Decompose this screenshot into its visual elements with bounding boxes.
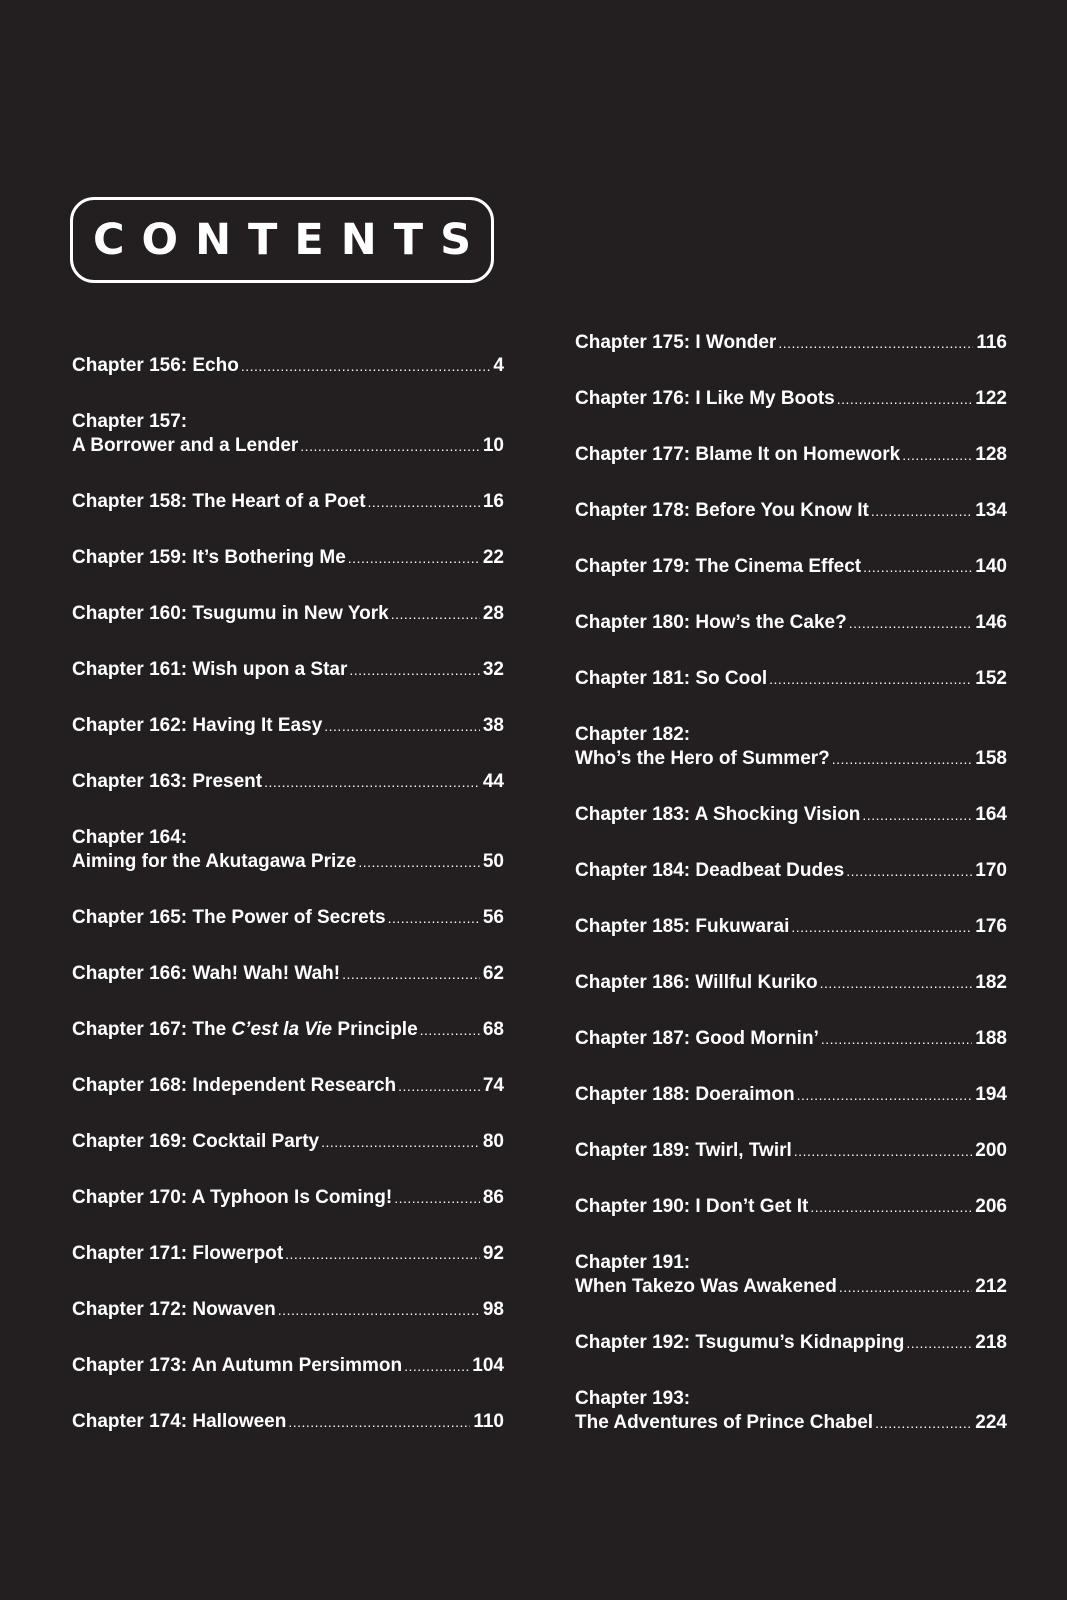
chapter-title: Aiming for the Akutagawa Prize: [72, 851, 357, 872]
page-number: 16: [482, 491, 504, 512]
chapter-number: Chapter 193:: [575, 1388, 691, 1409]
dot-leader: [862, 803, 972, 827]
chapter-title: Chapter 192: Tsugumu’s Kidnapping: [575, 1332, 905, 1353]
toc-entry[interactable]: [72, 378, 504, 458]
toc-entry[interactable]: [72, 1322, 504, 1378]
page-number: 38: [482, 715, 504, 736]
chapter-title: Chapter 170: A Typhoon Is Coming!: [72, 1187, 393, 1208]
dot-leader: [342, 962, 480, 986]
chapter-title: Chapter 171: Flowerpot: [72, 1243, 284, 1264]
chapter-title: Chapter 160: Tsugumu in New York: [72, 603, 389, 624]
chapter-title: Chapter 166: Wah! Wah! Wah!: [72, 963, 341, 984]
page-number: 164: [975, 804, 1007, 825]
toc-entry[interactable]: [72, 1098, 504, 1154]
page-number: 74: [482, 1075, 504, 1096]
toc-entry[interactable]: [575, 1299, 1007, 1355]
chapter-title: Chapter 188: Doeraimon: [575, 1084, 795, 1105]
toc-entry[interactable]: [72, 570, 504, 626]
chapter-title: Chapter 186: Willful Kuriko: [575, 972, 818, 993]
toc-entry[interactable]: [575, 1107, 1007, 1163]
toc-entry[interactable]: [72, 458, 504, 514]
toc-entry[interactable]: [72, 322, 504, 378]
chapter-number: Chapter 157:: [72, 411, 188, 432]
toc-entry[interactable]: [575, 1051, 1007, 1107]
dot-leader: [288, 1410, 470, 1434]
dot-leader: [278, 1298, 480, 1322]
chapter-title: Chapter 163: Present: [72, 771, 263, 792]
page-number: 98: [482, 1299, 504, 1320]
chapter-title: Chapter 184: Deadbeat Dudes: [575, 860, 845, 881]
dot-leader: [837, 387, 973, 411]
toc-entry[interactable]: [575, 1355, 1007, 1435]
chapter-title: Chapter 172: Nowaven: [72, 1299, 276, 1320]
dot-leader: [348, 546, 480, 570]
chapter-title-prefix: Chapter 167: The: [72, 1019, 232, 1040]
dot-leader: [846, 859, 972, 883]
toc-entry[interactable]: [72, 930, 504, 986]
page-number: 92: [482, 1243, 504, 1264]
chapter-title: Chapter 179: The Cinema Effect: [575, 556, 862, 577]
chapter-title: Chapter 168: Independent Research: [72, 1075, 397, 1096]
dot-leader: [810, 1195, 972, 1219]
chapter-title: Chapter 169: Cocktail Party: [72, 1131, 320, 1152]
page-number: 140: [975, 556, 1007, 577]
page-number: 22: [482, 547, 504, 568]
chapter-title: Chapter 174: Halloween: [72, 1411, 287, 1432]
toc-entry[interactable]: [575, 995, 1007, 1051]
page-number: 188: [975, 1028, 1007, 1049]
toc-entry[interactable]: [72, 1042, 504, 1098]
toc-entry[interactable]: [575, 411, 1007, 467]
toc-entry[interactable]: [575, 827, 1007, 883]
dot-leader: [769, 667, 972, 691]
dot-leader: [241, 354, 491, 378]
chapter-title: Chapter 165: The Power of Secrets: [72, 907, 386, 928]
toc-entry[interactable]: [575, 691, 1007, 771]
dot-leader: [821, 1027, 972, 1051]
dot-leader: [324, 714, 480, 738]
chapter-title: [72, 1018, 418, 1042]
dot-leader: [285, 1242, 480, 1266]
chapter-title: Chapter 187: Good Mornin’: [575, 1028, 819, 1049]
chapter-title: Chapter 177: Blame It on Homework: [575, 444, 901, 465]
toc-entry[interactable]: [72, 1210, 504, 1266]
page-number: 116: [976, 332, 1007, 353]
page-number: 28: [482, 603, 504, 624]
chapter-title: Chapter 189: Twirl, Twirl: [575, 1140, 792, 1161]
page-number: 176: [975, 916, 1007, 937]
page-number: 146: [975, 612, 1007, 633]
page-number: 44: [482, 771, 504, 792]
chapter-number: Chapter 182:: [575, 724, 691, 745]
toc-left-column: [72, 322, 504, 1434]
page-number: 56: [482, 907, 504, 928]
toc-entry[interactable]: [575, 467, 1007, 523]
page-number: 122: [975, 388, 1007, 409]
chapter-title: The Adventures of Prince Chabel: [575, 1412, 874, 1433]
dot-leader: [778, 331, 973, 355]
chapter-title-suffix: Principle: [332, 1019, 418, 1040]
dot-leader: [791, 915, 972, 939]
chapter-title: Chapter 185: Fukuwarai: [575, 916, 790, 937]
chapter-title: Chapter 173: An Autumn Persimmon: [72, 1355, 403, 1376]
page-number: 200: [975, 1140, 1007, 1161]
toc-entry[interactable]: [575, 355, 1007, 411]
chapter-title: A Borrower and a Lender: [72, 435, 299, 456]
chapter-title: Chapter 158: The Heart of a Poet: [72, 491, 366, 512]
dot-leader: [388, 906, 480, 930]
chapter-title: Chapter 175: I Wonder: [575, 332, 777, 353]
dot-leader: [368, 490, 480, 514]
toc-entry[interactable]: [72, 626, 504, 682]
page-title: CONTENTS: [92, 215, 489, 265]
dot-leader: [394, 1186, 480, 1210]
page-number: 104: [472, 1355, 504, 1376]
toc-entry[interactable]: [575, 635, 1007, 691]
dot-leader: [264, 770, 480, 794]
contents-heading-box: [70, 197, 494, 283]
dot-leader: [349, 658, 479, 682]
page-number: 110: [473, 1411, 504, 1432]
page-number: 86: [482, 1187, 504, 1208]
page-number: 224: [975, 1412, 1007, 1433]
toc-entry[interactable]: [72, 1154, 504, 1210]
dot-leader: [398, 1074, 480, 1098]
toc-entry[interactable]: [72, 514, 504, 570]
page-number: 50: [482, 851, 504, 872]
page-number: 32: [482, 659, 504, 680]
chapter-title: Who’s the Hero of Summer?: [575, 748, 830, 769]
page-number: 4: [493, 355, 504, 376]
toc-entry[interactable]: [575, 883, 1007, 939]
chapter-title: Chapter 161: Wish upon a Star: [72, 659, 348, 680]
toc-entry[interactable]: [72, 1378, 504, 1434]
toc-entry[interactable]: [575, 1219, 1007, 1299]
chapter-title: Chapter 162: Having It Easy: [72, 715, 323, 736]
chapter-title: Chapter 156: Echo: [72, 355, 239, 376]
dot-leader: [906, 1331, 972, 1355]
chapter-title: Chapter 183: A Shocking Vision: [575, 804, 861, 825]
chapter-title: When Takezo Was Awakened: [575, 1276, 837, 1297]
toc-entry[interactable]: [72, 1266, 504, 1322]
page-number: 62: [482, 963, 504, 984]
page-number: 182: [975, 972, 1007, 993]
toc-entry[interactable]: [575, 771, 1007, 827]
dot-leader: [820, 971, 973, 995]
page-number: 212: [975, 1276, 1007, 1297]
dot-leader: [849, 611, 973, 635]
dot-leader: [832, 747, 973, 771]
page-number: 158: [975, 748, 1007, 769]
chapter-title: Chapter 181: So Cool: [575, 668, 768, 689]
toc-entry[interactable]: [72, 794, 504, 874]
toc-entry[interactable]: [575, 579, 1007, 635]
dot-leader: [391, 602, 480, 626]
page-number: 80: [482, 1131, 504, 1152]
dot-leader: [875, 1411, 972, 1435]
dot-leader: [420, 1018, 480, 1042]
page-number: 170: [975, 860, 1007, 881]
toc-entry[interactable]: [72, 682, 504, 738]
chapter-number: Chapter 191:: [575, 1252, 691, 1273]
dot-leader: [902, 443, 972, 467]
page-number: 128: [975, 444, 1007, 465]
chapter-title-italic: C’est la Vie: [231, 1019, 333, 1040]
dot-leader: [797, 1083, 973, 1107]
page-number: 134: [975, 500, 1007, 521]
dot-leader: [321, 1130, 480, 1154]
chapter-title: Chapter 176: I Like My Boots: [575, 388, 835, 409]
toc-right-column: [575, 299, 1007, 1435]
chapter-title: Chapter 180: How’s the Cake?: [575, 612, 847, 633]
toc-entry[interactable]: [575, 1163, 1007, 1219]
chapter-title: Chapter 190: I Don’t Get It: [575, 1196, 809, 1217]
dot-leader: [863, 555, 972, 579]
dot-leader: [300, 434, 480, 458]
chapter-title: Chapter 178: Before You Know It: [575, 500, 869, 521]
page-number: 152: [975, 668, 1007, 689]
page-number: 68: [482, 1019, 504, 1040]
chapter-title: Chapter 159: It’s Bothering Me: [72, 547, 346, 568]
page-number: 218: [975, 1332, 1007, 1353]
page-number: 10: [482, 435, 504, 456]
toc-entry[interactable]: [72, 738, 504, 794]
toc-entry[interactable]: [575, 523, 1007, 579]
toc-entry[interactable]: [575, 299, 1007, 355]
dot-leader: [404, 1354, 469, 1378]
toc-entry[interactable]: [72, 874, 504, 930]
toc-entry[interactable]: [575, 939, 1007, 995]
page-number: 194: [975, 1084, 1007, 1105]
chapter-number: Chapter 164:: [72, 827, 188, 848]
dot-leader: [794, 1139, 973, 1163]
dot-leader: [358, 850, 480, 874]
dot-leader: [839, 1275, 972, 1299]
page-number: 206: [975, 1196, 1007, 1217]
dot-leader: [871, 499, 972, 523]
toc-entry[interactable]: [72, 986, 504, 1042]
